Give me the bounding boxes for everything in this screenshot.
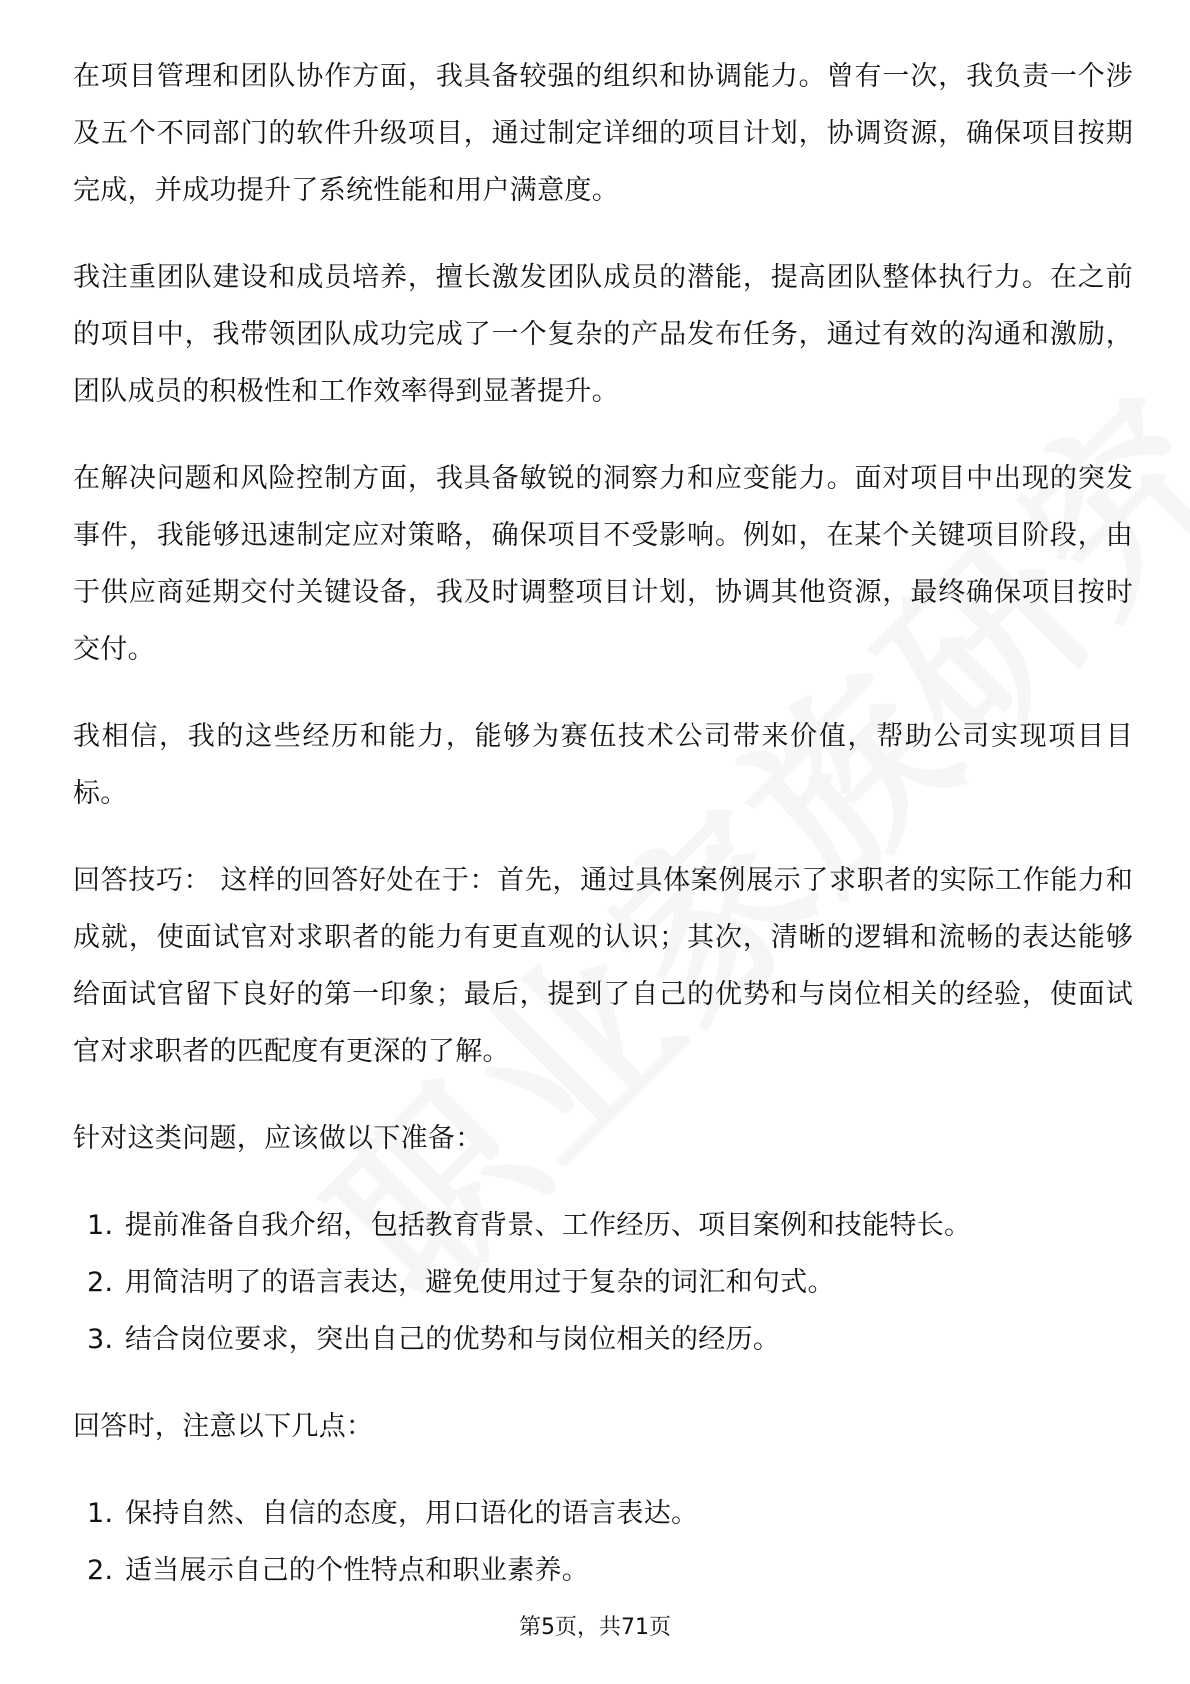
list-number: 2. <box>87 1267 114 1298</box>
paragraph-prep-heading: 针对这类问题，应该做以下准备： <box>73 1123 483 1154</box>
list-text: 保持自然、自信的态度，用口语化的语言表达。 <box>125 1498 699 1529</box>
list-text: 适当展示自己的个性特点和职业素养。 <box>125 1555 590 1586</box>
list-item <box>73 1197 1133 1254</box>
notes-list <box>73 1485 1133 1599</box>
page-footer: 第5页，共71页 <box>519 1615 671 1640</box>
prep-list <box>73 1197 1133 1368</box>
paragraph-notes-heading: 回答时，注意以下几点： <box>73 1411 374 1442</box>
list-text: 提前准备自我介绍，包括教育背景、工作经历、项目案例和技能特长。 <box>125 1210 972 1241</box>
list-item <box>73 1311 1133 1368</box>
list-number: 2. <box>87 1555 114 1586</box>
paragraph-risk-control: 在解决问题和风险控制方面，我具备敏锐的洞察力和应变能力。面对项目中出现的突发事件，我能够迅速制定应对策略，确保项目不受影响。例如，在某个关键项目阶段，由于供应商延期交付关键设备，我及时调整项目计划，协调其他资源，最终确保项目按时交付。 <box>73 463 1133 665</box>
list-item <box>73 1485 1133 1542</box>
paragraph-project-management: 在项目管理和团队协作方面，我具备较强的组织和协调能力。曾有一次，我负责一个涉及五个不同部门的软件升级项目，通过制定详细的项目计划，协调资源，确保项目按期完成，并成功提升了系统性能和用户满意度。 <box>73 61 1133 206</box>
list-number: 1. <box>87 1498 114 1529</box>
paragraph-team-building: 我注重团队建设和成员培养，擅长激发团队成员的潜能，提高团队整体执行力。在之前的项目中，我带领团队成功完成了一个复杂的产品发布任务，通过有效的沟通和激励，团队成员的积极性和工作效率得到显著提升。 <box>73 262 1133 407</box>
document-body <box>73 48 1133 1629</box>
list-text: 结合岗位要求，突出自己的优势和与岗位相关的经历。 <box>125 1324 781 1355</box>
list-number: 1. <box>87 1210 114 1241</box>
list-item <box>73 1254 1133 1311</box>
paragraph-conclusion: 我相信，我的这些经历和能力，能够为赛伍技术公司带来价值，帮助公司实现项目目标。 <box>73 721 1133 809</box>
list-item <box>73 1542 1133 1599</box>
list-number: 3. <box>87 1324 114 1355</box>
paragraph-answer-tips: 回答技巧： 这样的回答好处在于：首先，通过具体案例展示了求职者的实际工作能力和成就，使面试官对求职者的能力有更直观的认识；其次，清晰的逻辑和流畅的表达能够给面试官留下良好的第一印象；最后，提到了自己的优势和与岗位相关的经验，使面试官对求职者的匹配度有更深的了解。 <box>73 865 1133 1067</box>
list-text: 用简洁明了的语言表达，避免使用过于复杂的词汇和句式。 <box>125 1267 835 1298</box>
